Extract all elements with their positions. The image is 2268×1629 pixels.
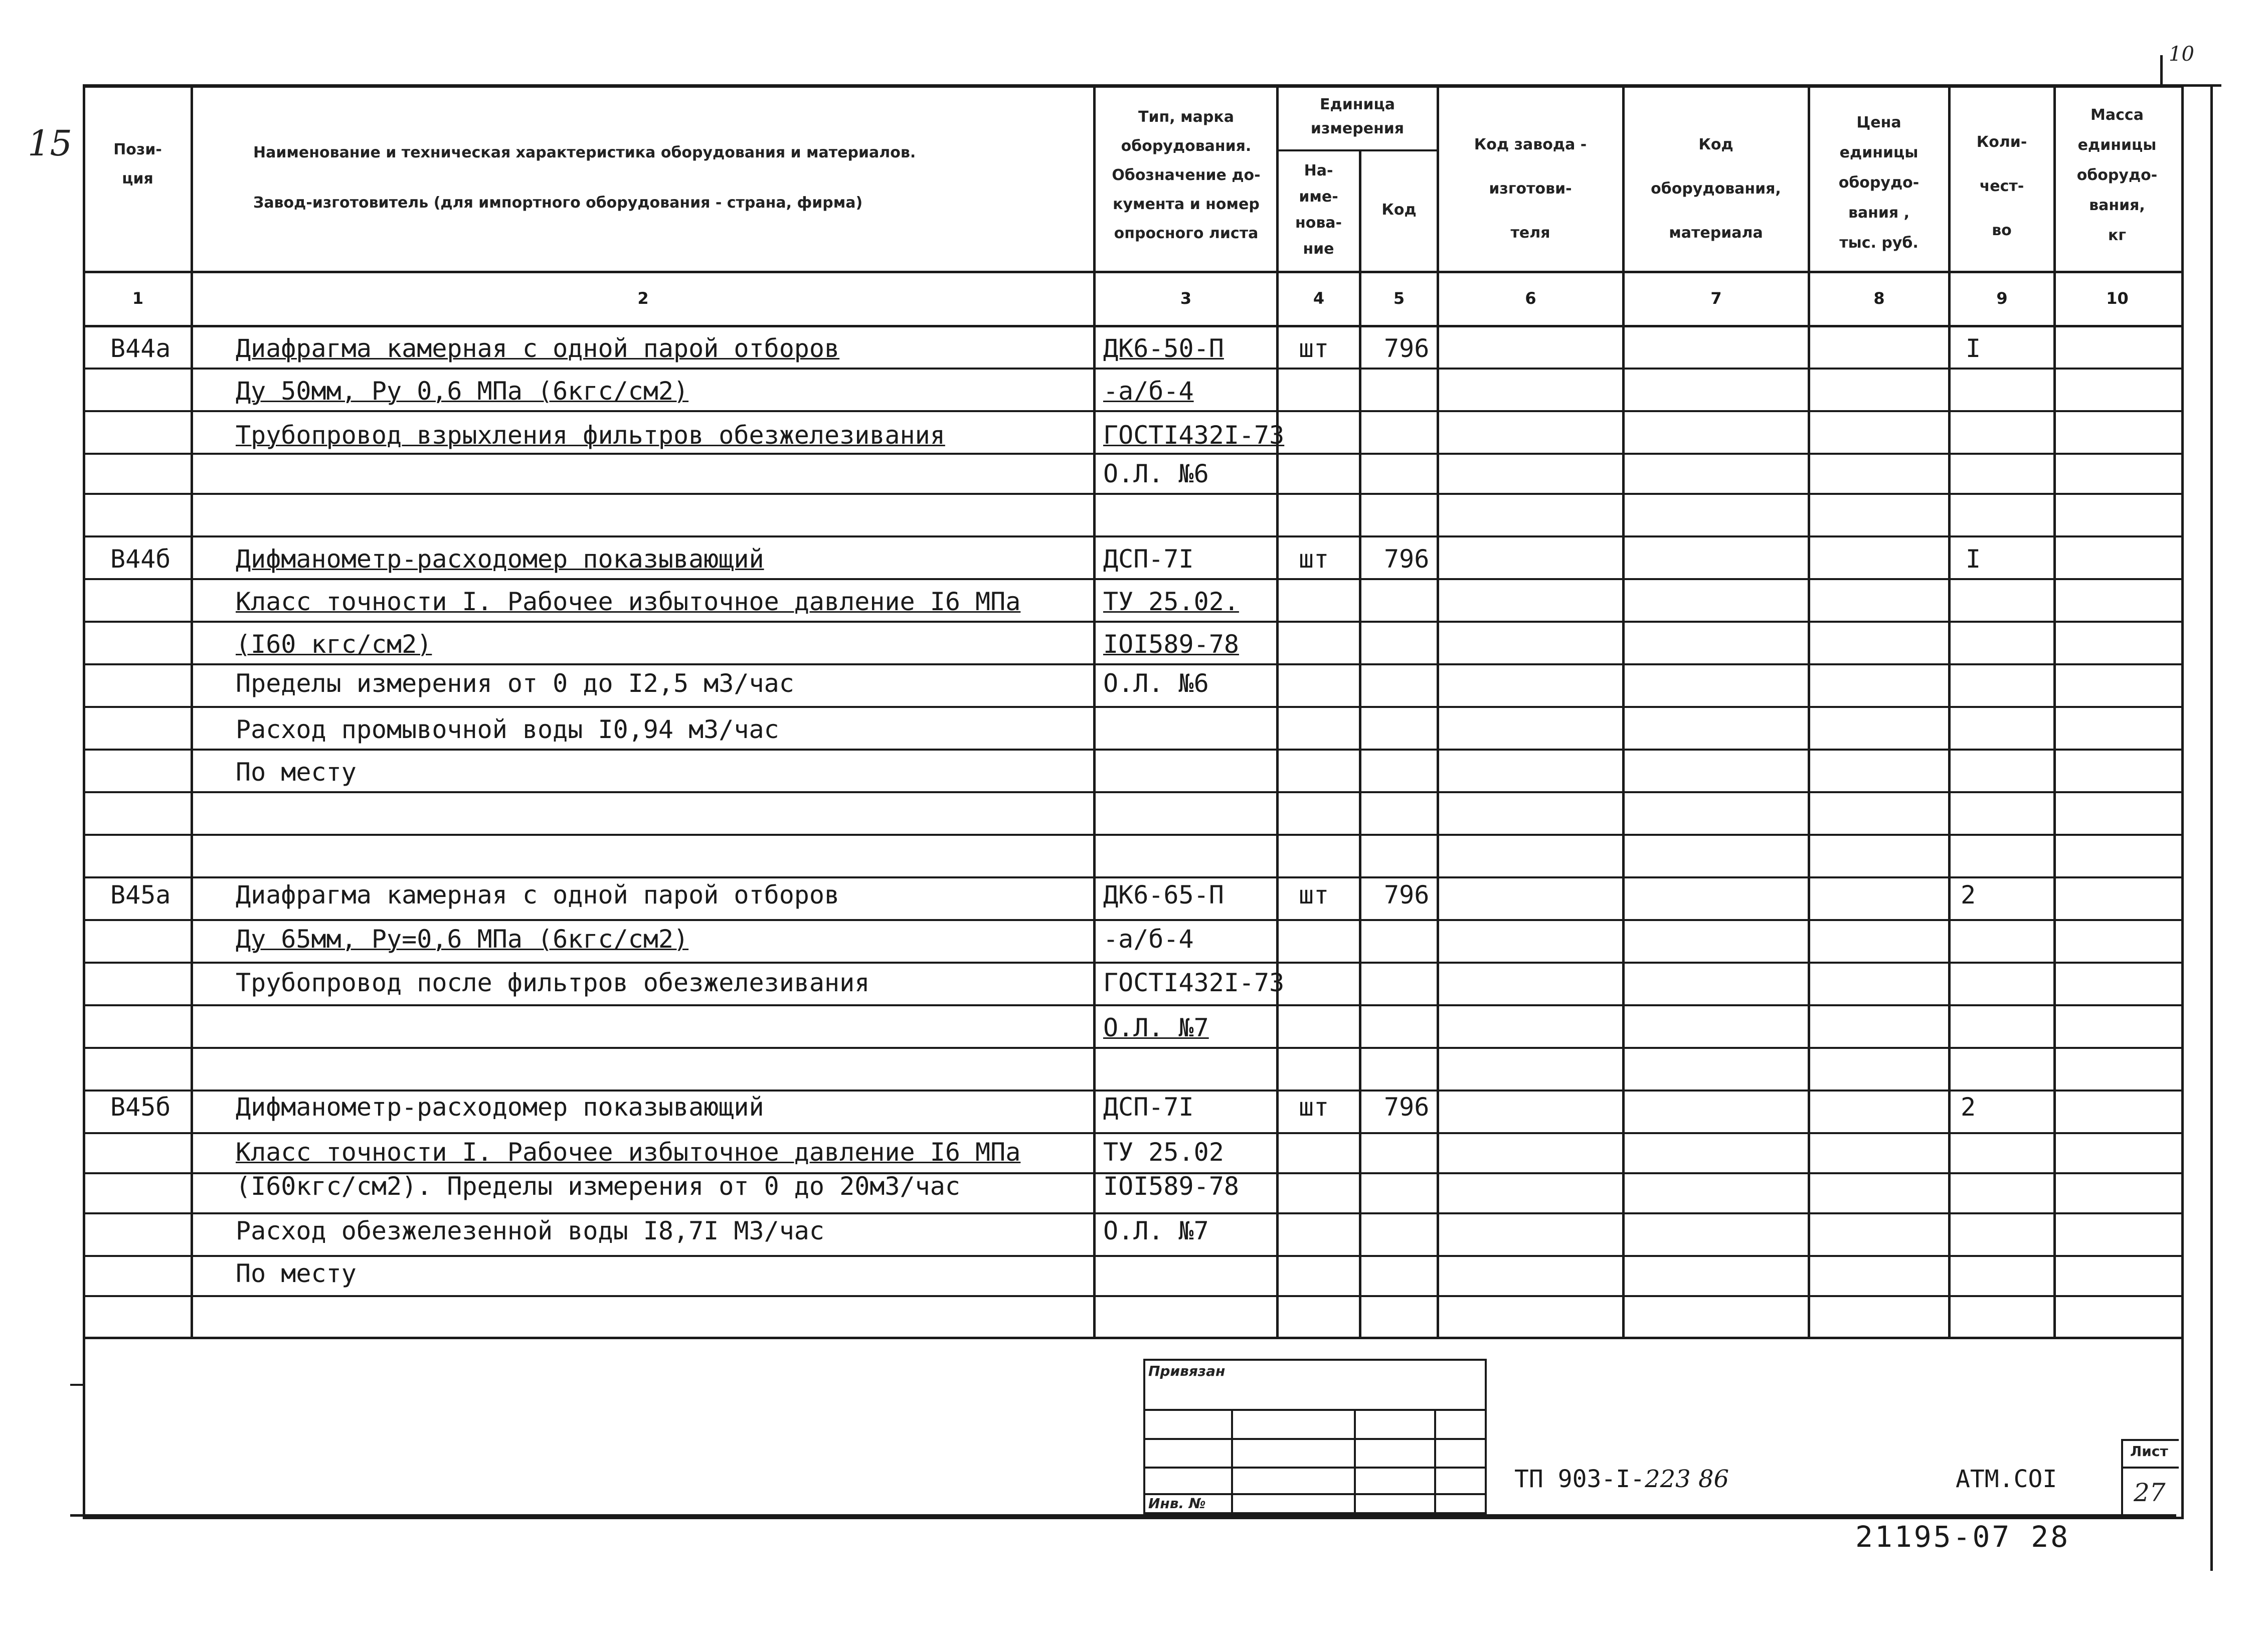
header-price — [1811, 108, 1947, 258]
header-position — [86, 135, 189, 194]
row-line — [83, 1337, 2181, 1339]
header-unit-group-line: измерения — [1310, 120, 1405, 137]
row-name: Расход обезжелезенной воды I8,7I М3/час — [236, 1216, 824, 1245]
row-name: Трубопровод после фильтров обезжелезивания — [236, 968, 870, 997]
header-quantity-line: во — [1992, 222, 2012, 239]
bottom-archive-number: 21195-07 28 — [1855, 1520, 2070, 1554]
row-name: Ду 50мм, Ру 0,6 МПа (6кгс/см2) — [236, 377, 689, 406]
column-number: 1 — [132, 289, 144, 308]
row-code: 796 — [1384, 334, 1430, 363]
row-line — [83, 749, 2181, 751]
row-name: Диафрагма камерная с одной парой отборов — [236, 880, 840, 910]
header-unit-group-line: Единица — [1320, 96, 1395, 113]
header-type — [1097, 103, 1275, 248]
row-type: О.Л. №7 — [1103, 1013, 1209, 1042]
column-number: 8 — [1873, 289, 1885, 308]
sheet-frame-right-tick — [2160, 55, 2163, 85]
row-name: (I60 кгс/см2) — [236, 630, 432, 659]
row-name: Класс точности I. Рабочее избыточное давление I6 МПа — [236, 1138, 1021, 1167]
row-line — [83, 621, 2181, 623]
row-name: По месту — [236, 758, 357, 787]
header-type-line: кумента и номер — [1113, 196, 1260, 213]
column-number: 6 — [1525, 289, 1536, 308]
column-number: 10 — [2106, 289, 2129, 308]
row-line — [83, 1212, 2181, 1214]
row-line — [83, 962, 2181, 964]
row-type: -а/б-4 — [1103, 925, 1194, 954]
header-mass-line: единицы — [2077, 136, 2157, 154]
header-unit-code: Код — [1381, 201, 1417, 219]
row-name: Дифманометр-расходомер показывающий — [236, 545, 764, 574]
column-number: 2 — [637, 289, 649, 308]
sheet-number-divider — [2121, 1467, 2179, 1469]
header-factory-code-line: изготови- — [1489, 180, 1572, 198]
stamp-privyazan-label: Привязан — [1148, 1363, 1226, 1379]
row-line — [83, 578, 2181, 580]
row-line — [83, 453, 2181, 455]
header-unit-name-line: име- — [1299, 188, 1338, 206]
row-name: Расход промывочной воды I0,94 м3/час — [236, 715, 779, 744]
header-mass-line: кг — [2108, 227, 2127, 244]
row-name: (I60кгс/см2). Пределы измерения от 0 до 20м3/час — [236, 1172, 960, 1201]
header-equipment-code — [1626, 123, 1806, 255]
header-position-line: ция — [122, 170, 153, 188]
document-code-handwritten: 223 86 — [1645, 1465, 1729, 1493]
row-name: Класс точности I. Рабочее избыточное давление I6 МПа — [236, 587, 1021, 616]
row-position: В44а — [110, 334, 171, 363]
stamp-divider — [1434, 1409, 1436, 1514]
header-bottom-line — [83, 271, 2181, 273]
header-name — [253, 128, 1086, 228]
header-equipment-code-line: оборудования, — [1651, 180, 1781, 198]
header-price-line: единицы — [1839, 144, 1918, 161]
header-unit-group — [1280, 93, 1435, 141]
header-price-line: Цена — [1856, 114, 1901, 131]
row-line — [83, 706, 2181, 708]
row-line — [83, 834, 2181, 836]
row-type: ДСП-7I — [1103, 545, 1194, 574]
header-quantity-line: чест- — [1979, 177, 2024, 195]
row-type: IOI589-78 — [1103, 630, 1239, 659]
row-type: -а/б-4 — [1103, 377, 1194, 406]
header-factory-code-line: Код завода - — [1474, 136, 1587, 153]
row-type: IOI589-78 — [1103, 1172, 1239, 1201]
header-price-line: вания , — [1848, 204, 1910, 222]
header-equipment-code-line: материала — [1669, 224, 1763, 242]
column-number: 3 — [1180, 289, 1192, 308]
header-mass — [2057, 100, 2177, 251]
row-type: ТУ 25.02. — [1103, 587, 1239, 616]
row-code: 796 — [1384, 880, 1430, 910]
header-mass-line: Масса — [2090, 106, 2144, 124]
header-factory-code — [1440, 123, 1621, 255]
document-code — [1514, 1464, 1729, 1494]
row-line — [83, 1090, 2181, 1092]
header-factory-code-line: теля — [1510, 224, 1550, 242]
row-name: Дифманометр-расходомер показывающий — [236, 1093, 764, 1122]
col-divider-4 — [1359, 150, 1361, 1338]
row-name: Ду 65мм, Ру=0,6 МПа (6кгс/см2) — [236, 925, 689, 954]
sheet-code: АТМ.COI — [1956, 1465, 2057, 1493]
row-name: По месту — [236, 1259, 357, 1288]
stamp-inv-label: Инв. № — [1148, 1495, 1206, 1512]
header-type-line: оборудования. — [1121, 137, 1252, 155]
row-code: 796 — [1384, 545, 1430, 574]
row-code: 796 — [1384, 1093, 1430, 1122]
row-unit: шт — [1299, 545, 1329, 574]
sheet-label: Лист — [2130, 1443, 2168, 1460]
header-type-line: опросного листа — [1114, 225, 1259, 242]
header-unit-name-line: ние — [1303, 240, 1334, 258]
row-type: ТУ 25.02 — [1103, 1138, 1224, 1167]
row-unit: шт — [1299, 334, 1329, 363]
row-line — [83, 1255, 2181, 1257]
stamp-divider — [1354, 1409, 1356, 1514]
header-equipment-code-line: Код — [1698, 136, 1733, 153]
row-quantity: I — [1966, 334, 1981, 363]
header-name-line: Завод-изготовитель (для импортного оборудования - страна, фирма) — [253, 194, 863, 212]
row-line — [83, 791, 2181, 793]
row-name: Трубопровод взрыхления фильтров обезжелезивания — [236, 421, 945, 450]
header-type-line: Обозначение до- — [1112, 166, 1261, 184]
column-number: 9 — [1996, 289, 2008, 308]
row-position: В45б — [110, 1093, 171, 1122]
row-line — [83, 1295, 2181, 1297]
document-code-printed: ТП 903-I- — [1514, 1465, 1645, 1493]
row-type: ДК6-50-П — [1103, 334, 1224, 363]
row-quantity: 2 — [1961, 1093, 1976, 1122]
header-type-line: Тип, марка — [1138, 108, 1234, 126]
header-mass-line: оборудо- — [2076, 166, 2158, 184]
header-price-line: оборудо- — [1838, 174, 1920, 192]
row-line — [83, 919, 2181, 921]
header-quantity-line: Коли- — [1976, 133, 2027, 151]
corner-mark-left: 15 — [28, 123, 73, 164]
row-line — [83, 663, 2181, 665]
row-line — [83, 535, 2181, 537]
row-type: ДК6-65-П — [1103, 880, 1224, 910]
row-name: Диафрагма камерная с одной парой отборов — [236, 334, 840, 363]
header-position-line: Пози- — [113, 141, 162, 158]
row-position: В45а — [110, 880, 171, 910]
stamp-divider — [1231, 1409, 1233, 1514]
row-type: О.Л. №6 — [1103, 459, 1209, 488]
row-line — [83, 368, 2181, 370]
header-unit-name-line: нова- — [1295, 214, 1342, 232]
corner-mark-right: 10 — [2169, 43, 2194, 66]
row-type: ДСП-7I — [1103, 1093, 1194, 1122]
row-position: В44б — [110, 545, 171, 574]
sheet-number: 27 — [2134, 1478, 2166, 1507]
row-line — [83, 1132, 2181, 1134]
row-type: ГОСТI432I-73 — [1103, 968, 1285, 997]
row-quantity: 2 — [1961, 880, 1976, 910]
row-type: О.Л. №7 — [1103, 1216, 1209, 1245]
header-quantity — [1952, 120, 2052, 253]
header-price-line: тыс. руб. — [1839, 234, 1918, 252]
row-line — [83, 493, 2181, 495]
row-unit: шт — [1299, 880, 1329, 910]
row-line — [83, 1047, 2181, 1049]
row-type: О.Л. №6 — [1103, 669, 1209, 698]
row-line — [83, 410, 2181, 412]
row-type: ГОСТI432I-73 — [1103, 421, 1285, 450]
row-line — [83, 876, 2181, 878]
row-name: Пределы измерения от 0 до I2,5 м3/час — [236, 669, 794, 698]
colnum-bottom-line — [83, 325, 2181, 327]
column-number: 7 — [1710, 289, 1722, 308]
row-unit: шт — [1299, 1093, 1329, 1122]
header-mass-line: вания, — [2089, 197, 2145, 214]
header-unit-name — [1280, 158, 1357, 262]
row-line — [83, 1004, 2181, 1006]
column-number: 4 — [1313, 289, 1325, 308]
sheet-frame-right — [2210, 84, 2213, 1571]
column-number: 5 — [1393, 289, 1405, 308]
header-name-line: Наименование и техническая характеристика оборудования и материалов. — [253, 144, 916, 161]
header-unit-divider — [1276, 149, 1437, 151]
row-quantity: I — [1966, 545, 1981, 574]
header-unit-name-line: На- — [1304, 162, 1333, 179]
